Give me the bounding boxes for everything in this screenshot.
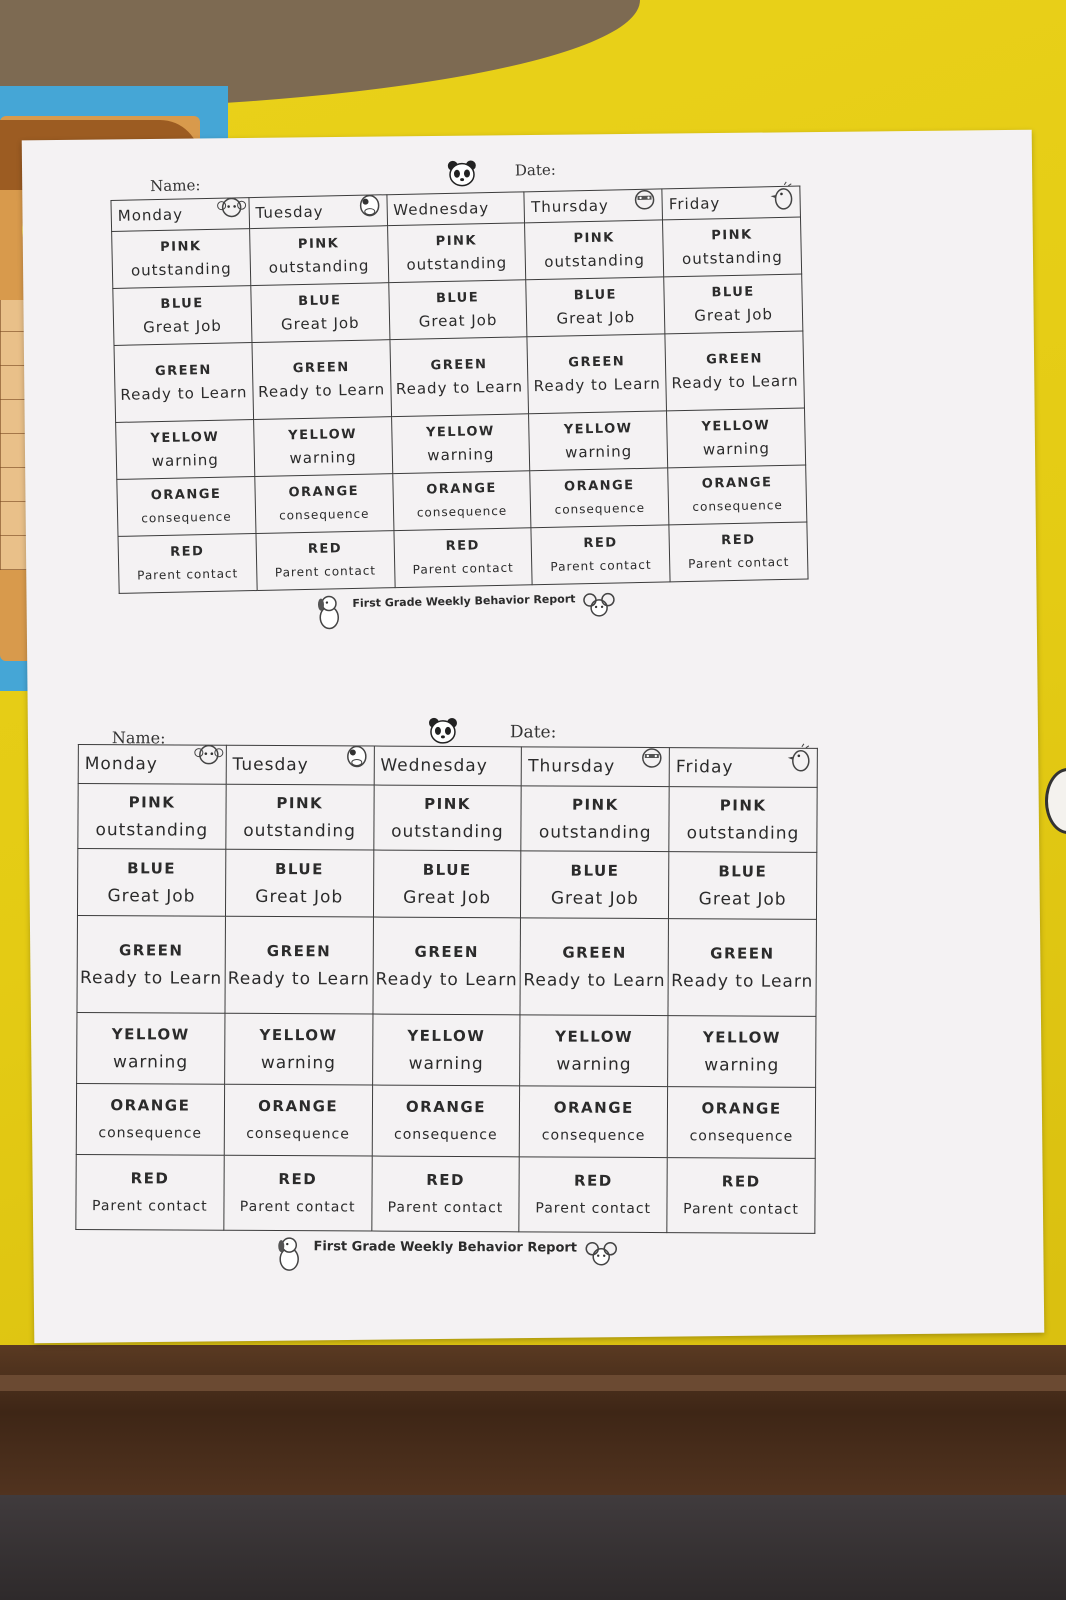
cell-blue[interactable] xyxy=(373,850,521,918)
cell-desc: Great Job xyxy=(280,313,360,334)
day-header xyxy=(78,745,226,785)
cell-desc: outstanding xyxy=(686,823,800,844)
cell-desc: warning xyxy=(408,1053,484,1075)
cell-color-label: GREEN xyxy=(562,943,627,962)
row-green xyxy=(114,331,804,422)
cell-color-label: ORANGE xyxy=(150,486,222,504)
behavior-table xyxy=(75,744,818,1234)
cell-desc: Ready to Learn xyxy=(227,968,370,990)
cell-desc: consequence xyxy=(554,500,646,517)
cell-pink[interactable] xyxy=(387,223,526,283)
cell-desc: outstanding xyxy=(130,259,232,280)
cell-orange[interactable] xyxy=(520,1086,668,1158)
cell-green[interactable] xyxy=(668,919,816,1017)
cell-desc: Great Job xyxy=(550,888,639,909)
day-header-row xyxy=(78,745,817,788)
cell-red[interactable] xyxy=(519,1157,667,1233)
cell-pink[interactable] xyxy=(669,787,817,853)
cell-color-label: YELLOW xyxy=(259,1025,338,1045)
cell-color-label: PINK xyxy=(571,795,619,814)
cell-color-label: GREEN xyxy=(292,360,350,377)
day-header xyxy=(111,198,249,232)
day-label: Friday xyxy=(675,757,734,778)
day-header xyxy=(662,186,800,220)
mouse-icon xyxy=(579,587,620,626)
cell-color-label: YELLOW xyxy=(288,426,358,444)
behavior-report-top xyxy=(110,160,809,634)
monkey-icon xyxy=(194,740,224,770)
cell-orange[interactable] xyxy=(667,1087,815,1159)
cell-green[interactable] xyxy=(114,343,253,423)
cell-orange[interactable] xyxy=(392,471,531,531)
cell-color-label: PINK xyxy=(128,793,176,812)
cell-color-label: BLUE xyxy=(298,293,342,310)
behavior-table xyxy=(110,186,808,594)
cell-color-label: RED xyxy=(445,538,481,555)
cell-color-label: ORANGE xyxy=(258,1096,339,1116)
cell-desc: warning xyxy=(151,450,220,471)
cell-desc: Ready to Learn xyxy=(120,383,248,404)
cell-green[interactable] xyxy=(527,334,666,414)
cell-red[interactable] xyxy=(224,1155,372,1231)
cell-color-label: RED xyxy=(169,544,205,560)
cell-desc: Great Job xyxy=(556,308,636,328)
cell-yellow[interactable] xyxy=(667,408,806,468)
day-header xyxy=(249,195,387,229)
cell-color-label: BLUE xyxy=(160,296,204,312)
day-header xyxy=(226,745,374,785)
cell-color-label: ORANGE xyxy=(288,483,360,501)
cell-color-label: RED xyxy=(721,532,756,549)
cell-desc: outstanding xyxy=(538,822,652,844)
cell-green[interactable] xyxy=(665,331,804,411)
name-label: Name: xyxy=(149,176,201,196)
cell-desc: warning xyxy=(564,442,633,462)
row-red xyxy=(76,1154,815,1233)
cell-pink[interactable] xyxy=(226,784,374,850)
cell-color-label: RED xyxy=(583,535,618,552)
cell-blue[interactable] xyxy=(521,851,669,919)
cell-yellow[interactable] xyxy=(520,1015,668,1087)
cell-orange[interactable] xyxy=(668,465,807,525)
cell-green[interactable] xyxy=(77,915,225,1013)
day-label: Thursday xyxy=(530,196,610,217)
day-header xyxy=(669,748,817,788)
cell-desc: outstanding xyxy=(406,253,508,274)
cell-color-label: RED xyxy=(130,1169,170,1188)
cell-desc: consequence xyxy=(141,509,232,526)
cell-color-label: ORANGE xyxy=(426,480,498,498)
cell-desc: Great Job xyxy=(143,316,223,337)
day-label: Thursday xyxy=(528,756,616,777)
cell-desc: Great Job xyxy=(255,886,344,908)
cell-desc: Parent contact xyxy=(688,554,790,571)
day-header xyxy=(374,746,522,786)
cell-desc: Great Job xyxy=(418,310,498,331)
cell-desc: warning xyxy=(113,1052,189,1073)
cell-desc: warning xyxy=(556,1054,632,1075)
cell-color-label: BLUE xyxy=(570,861,620,880)
cell-desc: Parent contact xyxy=(387,1199,504,1217)
cell-orange[interactable] xyxy=(372,1085,520,1157)
cell-color-label: ORANGE xyxy=(701,475,773,492)
cell-desc: warning xyxy=(289,447,357,468)
cell-color-label: GREEN xyxy=(118,941,184,960)
row-yellow xyxy=(77,1012,816,1087)
cell-blue[interactable] xyxy=(388,280,527,340)
cell-color-label: RED xyxy=(721,1172,761,1191)
cell-desc: warning xyxy=(260,1052,337,1074)
cell-desc: Parent contact xyxy=(239,1198,356,1216)
cell-desc: outstanding xyxy=(243,820,356,842)
cow-icon xyxy=(354,189,385,220)
row-blue xyxy=(77,849,816,920)
cell-red[interactable] xyxy=(118,534,257,594)
cell-green[interactable] xyxy=(520,918,668,1016)
cell-color-label: ORANGE xyxy=(405,1097,487,1117)
bird-icon xyxy=(785,743,815,773)
cell-color-label: RED xyxy=(426,1170,466,1190)
cell-pink[interactable] xyxy=(112,229,251,289)
dog-icon xyxy=(308,593,349,632)
behavior-report-bottom xyxy=(75,722,818,1284)
cell-orange[interactable] xyxy=(224,1084,372,1156)
floor xyxy=(0,1495,1066,1600)
cell-pink[interactable] xyxy=(249,226,388,286)
cell-desc: Parent contact xyxy=(550,557,652,574)
cell-color-label: BLUE xyxy=(274,860,324,879)
cell-yellow[interactable] xyxy=(529,411,668,471)
day-label: Friday xyxy=(668,194,721,214)
cell-desc: warning xyxy=(702,439,771,459)
cell-desc: Ready to Learn xyxy=(671,371,799,393)
row-green xyxy=(77,915,816,1016)
cell-color-label: YELLOW xyxy=(111,1025,190,1044)
cell-red[interactable] xyxy=(76,1154,224,1230)
cell-pink[interactable] xyxy=(525,220,664,280)
cell-desc: consequence xyxy=(98,1125,203,1142)
cell-yellow[interactable] xyxy=(253,417,392,477)
cell-color-label: YELLOW xyxy=(701,418,771,435)
cell-desc: Ready to Learn xyxy=(395,377,524,399)
cell-green[interactable] xyxy=(252,340,391,420)
cell-desc: warning xyxy=(427,445,495,465)
cell-desc: outstanding xyxy=(391,821,504,843)
day-header xyxy=(524,189,662,223)
cell-desc: Ready to Learn xyxy=(375,969,518,991)
cell-color-label: PINK xyxy=(719,796,767,815)
cell-desc: outstanding xyxy=(95,820,209,841)
cell-orange[interactable] xyxy=(76,1083,224,1155)
cell-pink[interactable] xyxy=(663,217,802,277)
cell-red[interactable] xyxy=(667,1158,815,1234)
day-label: Monday xyxy=(117,205,184,225)
cell-pink[interactable] xyxy=(373,785,521,851)
row-pink xyxy=(78,784,817,853)
cell-color-label: PINK xyxy=(435,233,478,250)
cell-green[interactable] xyxy=(373,917,521,1015)
cell-blue[interactable] xyxy=(77,849,225,917)
cell-desc: Parent contact xyxy=(535,1200,652,1218)
cell-red[interactable] xyxy=(394,528,533,588)
cell-color-label: PINK xyxy=(573,230,615,247)
raccoon-icon xyxy=(637,742,667,772)
cell-color-label: BLUE xyxy=(711,284,755,301)
monkey-icon xyxy=(216,192,247,223)
panda-icon xyxy=(426,716,460,746)
cell-desc: consequence xyxy=(416,503,508,520)
cell-desc: Parent contact xyxy=(274,563,377,580)
cell-color-label: BLUE xyxy=(435,290,480,307)
panda-icon xyxy=(445,158,480,189)
cell-desc: Ready to Learn xyxy=(671,971,814,992)
wooden-table-trim xyxy=(0,1375,1066,1391)
day-header xyxy=(387,192,525,226)
cell-color-label: PINK xyxy=(160,239,202,255)
dog-icon xyxy=(269,1235,309,1273)
cell-orange[interactable] xyxy=(117,477,256,537)
cell-color-label: GREEN xyxy=(568,354,626,371)
cell-color-label: YELLOW xyxy=(150,429,220,447)
cell-color-label: BLUE xyxy=(718,862,768,881)
cell-desc: Parent contact xyxy=(91,1198,208,1215)
wooden-table-edge xyxy=(0,1345,1066,1495)
cell-yellow[interactable] xyxy=(224,1013,372,1085)
cell-blue[interactable] xyxy=(664,274,803,334)
date-label: Date: xyxy=(514,160,557,180)
name-label: Name: xyxy=(111,728,166,748)
cell-color-label: ORANGE xyxy=(563,478,635,495)
footer-title: First Grade Weekly Behavior Report xyxy=(313,1239,578,1256)
day-header xyxy=(522,747,670,787)
cell-pink[interactable] xyxy=(78,784,226,850)
cell-color-label: ORANGE xyxy=(553,1098,634,1117)
cell-desc: Parent contact xyxy=(683,1201,799,1218)
cell-desc: Parent contact xyxy=(137,566,239,583)
cell-desc: consequence xyxy=(246,1125,350,1143)
cell-color-label: PINK xyxy=(297,236,340,253)
cell-desc: Parent contact xyxy=(412,560,514,577)
day-label: Wednesday xyxy=(380,755,488,777)
cell-blue[interactable] xyxy=(669,852,817,920)
cell-desc: Great Job xyxy=(107,886,196,907)
cell-yellow[interactable] xyxy=(391,414,530,474)
mouse-icon xyxy=(581,1237,621,1275)
report-header xyxy=(78,722,818,748)
cell-desc: Ready to Learn xyxy=(257,380,386,401)
cell-color-label: BLUE xyxy=(422,860,472,880)
cell-desc: consequence xyxy=(278,506,370,523)
cell-color-label: GREEN xyxy=(705,351,764,368)
cell-desc: Great Job xyxy=(403,887,492,909)
cell-color-label: GREEN xyxy=(414,942,480,962)
cell-desc: consequence xyxy=(393,1126,498,1144)
cell-red[interactable] xyxy=(256,531,395,591)
cell-color-label: RED xyxy=(573,1171,613,1190)
cell-color-label: GREEN xyxy=(154,362,213,380)
cell-blue[interactable] xyxy=(251,283,390,343)
cell-color-label: YELLOW xyxy=(702,1028,781,1047)
cell-color-label: PINK xyxy=(276,794,324,813)
cell-color-label: YELLOW xyxy=(407,1026,486,1046)
cell-desc: Ready to Learn xyxy=(79,968,223,989)
cow-icon xyxy=(341,740,371,770)
cell-desc: outstanding xyxy=(544,250,646,271)
footer-title: First Grade Weekly Behavior Report xyxy=(352,592,576,611)
cell-color-label: BLUE xyxy=(127,859,177,878)
cell-yellow[interactable] xyxy=(372,1014,520,1086)
cell-yellow[interactable] xyxy=(77,1012,225,1084)
cell-desc: Great Job xyxy=(698,889,787,910)
cell-pink[interactable] xyxy=(521,786,669,852)
day-label: Wednesday xyxy=(393,199,490,220)
cell-color-label: GREEN xyxy=(430,357,488,374)
cell-orange[interactable] xyxy=(255,474,394,534)
date-label: Date: xyxy=(509,722,557,743)
cell-red[interactable] xyxy=(669,522,808,582)
cell-desc: Ready to Learn xyxy=(523,970,666,992)
row-orange xyxy=(76,1083,815,1158)
cell-blue[interactable] xyxy=(113,286,252,346)
cell-color-label: YELLOW xyxy=(425,423,495,441)
cell-color-label: PINK xyxy=(711,227,753,244)
cell-desc: consequence xyxy=(692,497,783,514)
cell-orange[interactable] xyxy=(530,468,669,528)
cell-green[interactable] xyxy=(390,337,529,417)
cell-blue[interactable] xyxy=(225,849,373,917)
cell-blue[interactable] xyxy=(526,277,665,337)
cell-desc: consequence xyxy=(689,1128,794,1145)
cell-color-label: YELLOW xyxy=(563,421,633,438)
cell-red[interactable] xyxy=(531,525,670,585)
cell-color-label: YELLOW xyxy=(555,1027,634,1046)
cell-desc: Ready to Learn xyxy=(533,374,661,396)
cell-desc: consequence xyxy=(541,1127,646,1144)
cell-color-label: GREEN xyxy=(266,941,332,961)
cell-desc: outstanding xyxy=(268,256,370,277)
day-label: Tuesday xyxy=(255,202,324,222)
cell-red[interactable] xyxy=(371,1156,519,1232)
day-label: Tuesday xyxy=(232,754,309,776)
cell-color-label: RED xyxy=(307,541,343,557)
report-footer xyxy=(75,1234,815,1284)
cell-green[interactable] xyxy=(225,916,373,1014)
cell-color-label: GREEN xyxy=(710,944,775,963)
bird-icon xyxy=(767,181,798,212)
day-label: Monday xyxy=(84,754,158,775)
cell-color-label: RED xyxy=(278,1170,318,1189)
cell-desc: outstanding xyxy=(681,247,783,269)
cell-color-label: PINK xyxy=(424,794,471,814)
raccoon-icon xyxy=(629,183,660,214)
cell-color-label: BLUE xyxy=(573,287,618,304)
cell-desc: warning xyxy=(704,1055,780,1076)
cell-color-label: ORANGE xyxy=(701,1099,782,1118)
cell-yellow[interactable] xyxy=(116,420,255,480)
cell-desc: Great Job xyxy=(694,305,774,325)
cell-yellow[interactable] xyxy=(668,1016,816,1088)
cell-color-label: ORANGE xyxy=(110,1096,191,1115)
